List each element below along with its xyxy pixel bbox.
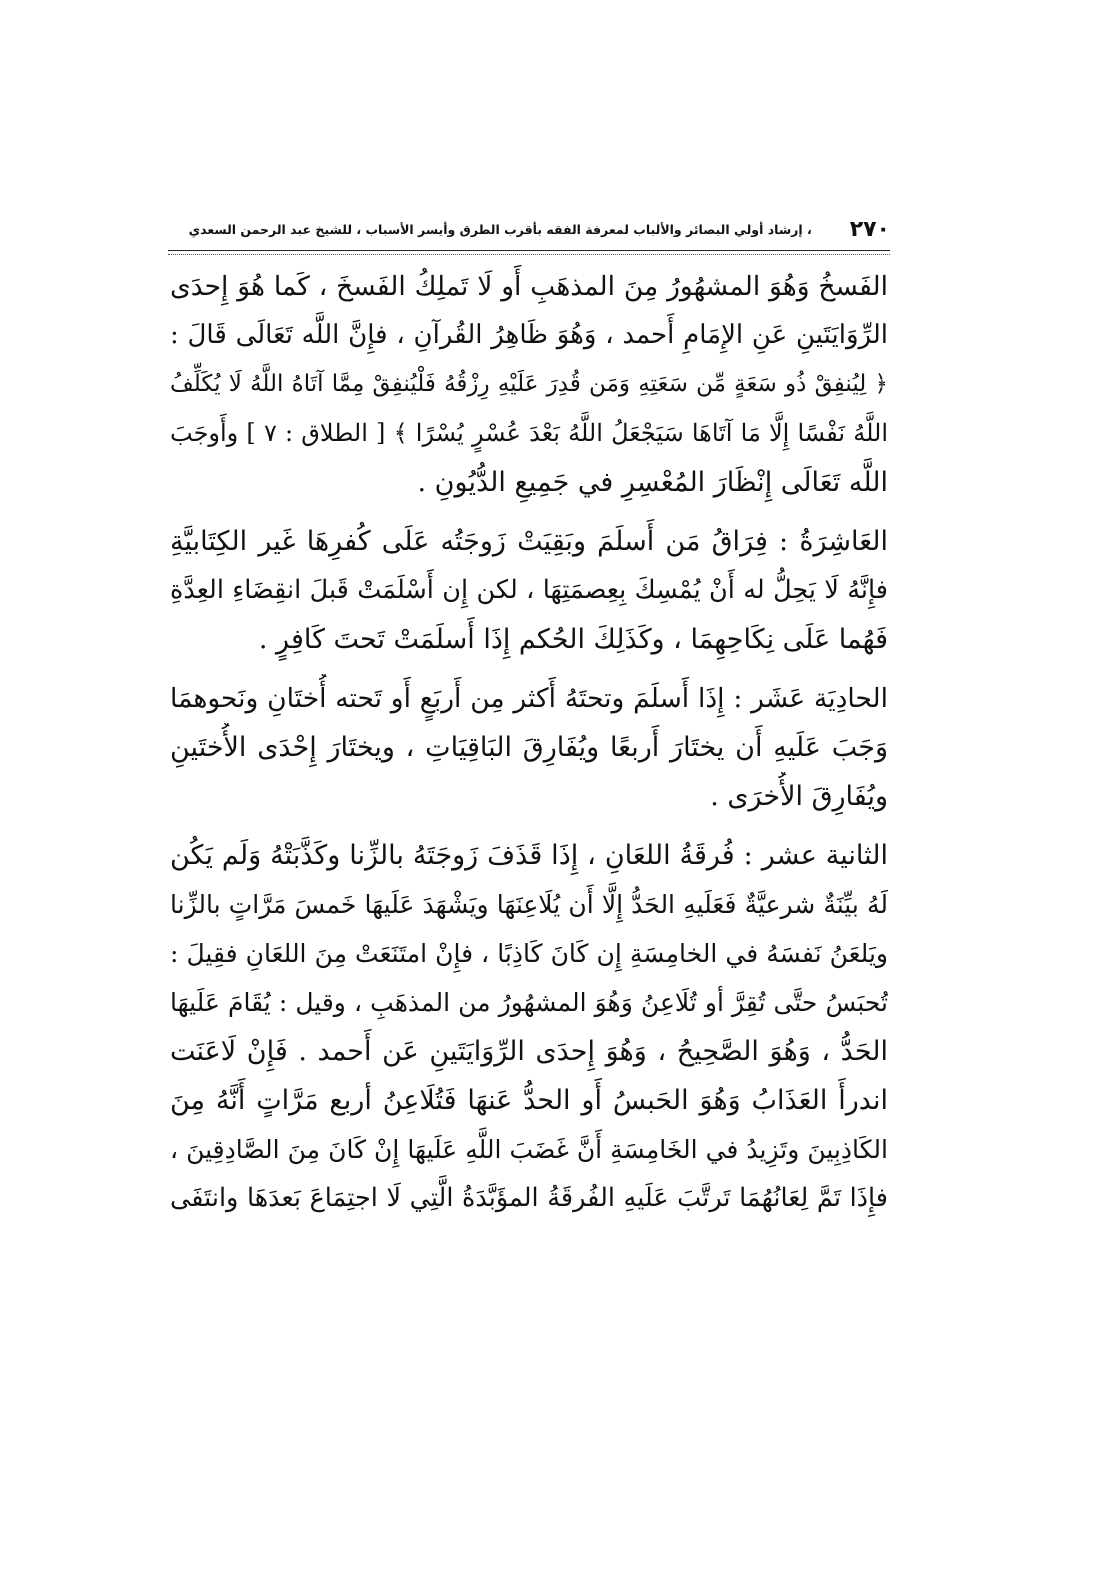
text-line: الثانية عشر : فُرقَةُ اللعَانِ ، إِذَا قَذَفَ زَوجَتَهُ بالزِّنا وكَذَّبَتْهُ وَلَم يَكُن xyxy=(170,840,888,871)
page-number: ٢٧٠ xyxy=(849,216,890,242)
text-line: الرِّوَايَتَينِ عَنِ الإِمَامِ أَحمد ، وَهُوَ ظَاهِرُ القُرآنِ ، فإِنَّ اللَّه تَعَالَى قَالَ : xyxy=(170,320,888,350)
text-line: الحادِيَة عَشَر : إِذَا أَسلَمَ وتحتَهُ أَكثر مِن أَربَعٍ أَو تَحته أُختَانِ ونَحوهمَا xyxy=(170,683,888,714)
paragraph-tenth xyxy=(170,517,888,664)
text-line: اللَّه تَعَالَى إِنْظَارَ المُعْسِرِ في جَمِيعِ الدُّيُونِ . xyxy=(417,467,888,498)
text-line: الحَدُّ ، وَهُوَ الصَّحِيحُ ، وَهُوَ إِحدَى الرِّوَايَتَينِ عَن أَحمد . فَإِنْ لَاعَنَت xyxy=(170,1036,888,1067)
text-line: ويَلعَنُ نَفسَهُ في الخامِسَةِ إِن كَانَ كَاذِبًا ، فإِنْ امتَنَعَتْ مِنَ اللعَانِ فقِيلَ : xyxy=(170,939,888,968)
page-header xyxy=(168,214,890,244)
quran-verse-line: اللَّهُ نَفْسًا إِلَّا مَا آتَاهَا سَيَجْعَلُ اللَّهُ بَعْدَ عُسْرٍ يُسْرًا ﴾ [ الطلاق : ٧ ] وأَوجَبَ xyxy=(170,419,888,447)
running-title: ، إرشاد أولي البصائر والألباب لمعرفة الفقه بأقرب الطرق وأيسر الأسباب ، للشيخ عبد الرحمن السعدي xyxy=(188,221,812,237)
header-dotted-rule xyxy=(168,254,890,255)
page-body xyxy=(170,262,888,1231)
paragraph-twelfth xyxy=(170,831,888,1223)
text-line: فإِنَّهُ لَا يَحِلُّ له أَنْ يُمْسِكَ بِعِصمَتِهَا ، لكن إِن أَسْلَمَتْ قَبلَ انقِضَاءِ العِدَّةِ xyxy=(170,575,888,605)
text-line: اندرأَ العَذَابُ وَهُوَ الحَبسُ أَو الحدُّ عَنهَا فَتُلَاعِنُ أربع مَرَّاتٍ أَنَّهُ مِنَ xyxy=(170,1085,888,1116)
text-line: تُحبَسُ حتَّى تُقِرَّ أو تُلَاعِنُ وَهُوَ المشهُورُ من المذهَبِ ، وقيل : يُقَامَ عَلَيهَا xyxy=(170,988,888,1017)
header-rule xyxy=(168,250,890,251)
paragraph-continuation xyxy=(170,262,888,507)
text-line: العَاشِرَةُ : فِرَاقُ مَن أَسلَمَ وبَقِيَتْ زَوجَتُه عَلَى كُفرِهَا غَير الكِتَابيَّةِ xyxy=(170,526,888,557)
text-line: وَجَبَ عَلَيهِ أَن يختَارَ أَربعًا ويُفَارِقَ البَاقِيَاتِ ، ويختَارَ إِحْدَى الأُختَينِ xyxy=(170,732,888,763)
text-line: فَهُما عَلَى نِكَاحِهِمَا ، وكَذَلِكَ الحُكم إِذَا أَسلَمَتْ تَحتَ كَافِرٍ . xyxy=(258,624,888,655)
text-line: لَهُ بيِّنَةٌ شرعيَّةٌ فَعَلَيهِ الحَدُّ إِلَّا أَن يُلَاعِنَهَا ويَشْهَدَ عَلَيهَا خَمسَ مَرَّاتٍ بالزِّنا xyxy=(170,890,888,919)
paragraph-eleventh xyxy=(170,674,888,821)
text-line: الفَسخُ وَهُوَ المشهُورُ مِنَ المذهَبِ أَو لَا تَملِكُ الفَسخَ ، كَما هُوَ إِحدَى xyxy=(170,271,888,302)
text-line: الكَاذِبِينَ وتَزِيدُ في الخَامِسَةِ أَنَّ غَضَبَ اللَّهِ عَلَيهَا إِنْ كَانَ مِنَ الصَّادِقِينَ ، xyxy=(170,1135,888,1164)
text-line: فإِذَا تَمَّ لِعَانُهُمَا تَرتَّبَ عَلَيهِ الفُرقَةُ المؤَبَّدَةُ الَّتِي لَا اجتِمَاعَ بَعدَهَا وانتَفَى xyxy=(170,1183,888,1213)
quran-verse-line: ﴿ لِيُنفِقْ ذُو سَعَةٍ مِّن سَعَتِهِ وَمَن قُدِرَ عَلَيْهِ رِزْقُهُ فَلْيُنفِقْ مِمَّا آتَاهُ اللَّهُ لَا يُكَلِّفُ xyxy=(170,371,888,397)
text-line: ويُفَارِقَ الأُخرَى . xyxy=(710,781,888,812)
